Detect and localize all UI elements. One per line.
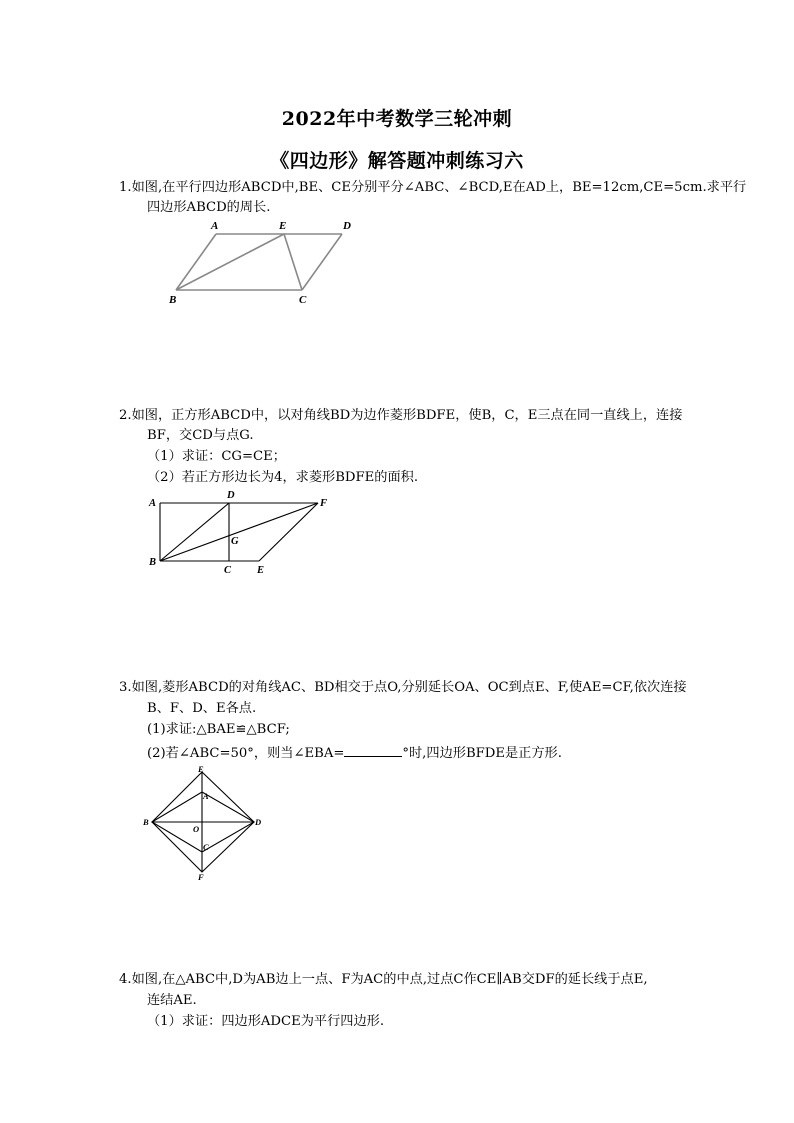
q4-sub1: （1）求证：四边形ADCE为平行四边形. [147, 1014, 385, 1029]
q2-label-e: E [257, 565, 265, 576]
q2-label-d: D [227, 490, 235, 501]
q3-label-c: C [203, 842, 209, 852]
q3-label-o: O [193, 824, 200, 834]
q1-segment-be [176, 234, 284, 290]
q1-side-ba [176, 234, 216, 290]
q1-label-a: A [211, 220, 219, 232]
q3-sub2-suffix: °时,四边形BFDE是正方形. [402, 746, 562, 761]
q2-segment-bf [160, 503, 318, 561]
q1-label-d: D [343, 220, 351, 232]
q2-label-b: B [149, 557, 157, 568]
q4-text-line2: 连结AE. [147, 993, 197, 1008]
q3-rhombus-figure [140, 762, 270, 882]
q3-label-f: F [198, 872, 204, 882]
q4-text-line1: 4.如图,在△ABC中,D为AB边上一点、F为AC的中点,过点C作CE∥AB交DF的延长线于点E, [119, 972, 648, 987]
q3-label-e: E [198, 764, 204, 774]
q2-text-line2: BF，交CD与点G. [147, 428, 254, 443]
q1-segment-ce [284, 234, 302, 290]
q2-label-f: F [320, 498, 328, 509]
q2-side-ef [259, 503, 318, 561]
q2-diagonal-bd [160, 503, 229, 561]
q3-text-line1: 3.如图,菱形ABCD的对角线AC、BD相交于点O,分别延长OA、OC到点E、F,使AE=CF,依次连接 [119, 680, 687, 695]
q2-label-a: A [149, 498, 157, 509]
q2-label-g: G [231, 536, 239, 547]
q3-sub2 [147, 744, 562, 762]
q2-label-c: C [224, 565, 232, 576]
q3-sub2-prefix: (2)若∠ABC=50°，则当∠EBA= [147, 746, 345, 761]
q3-label-b: B [143, 817, 149, 827]
q1-side-dc [302, 234, 342, 290]
q3-label-d: D [255, 817, 262, 827]
q1-parallelogram-figure [160, 214, 360, 306]
page-title: 2022年中考数学三轮冲刺 [281, 108, 513, 130]
q3-text-line2: B、F、D、E各点. [147, 701, 257, 716]
q1-text-line2: 四边形ABCD的周长. [147, 200, 271, 215]
q1-label-c: C [299, 294, 307, 306]
q2-text-line1: 2.如图，正方形ABCD中，以对角线BD为边作菱形BDFE，使B，C，E三点在同一直线上，连接 [119, 408, 683, 423]
q3-answer-blank[interactable] [344, 744, 402, 757]
page-subtitle: 《四边形》解答题冲刺练习六 [270, 150, 524, 172]
q2-sub2: （2）若正方形边长为4，求菱形BDFE的面积. [147, 470, 419, 485]
q1-label-e: E [279, 220, 287, 232]
q3-label-a: A [203, 791, 209, 801]
q3-sub1: (1)求证:△BAE≌△BCF; [147, 722, 290, 737]
q1-label-b: B [169, 294, 177, 306]
q1-text-line1: 1.如图,在平行四边形ABCD中,BE、CE分别平分∠ABC、∠BCD,E在AD上，BE=12cm,CE=5cm.求平行 [119, 180, 747, 195]
q2-square-rhombus-figure [140, 486, 340, 578]
q2-sub1: （1）求证：CG=CE； [147, 449, 286, 464]
